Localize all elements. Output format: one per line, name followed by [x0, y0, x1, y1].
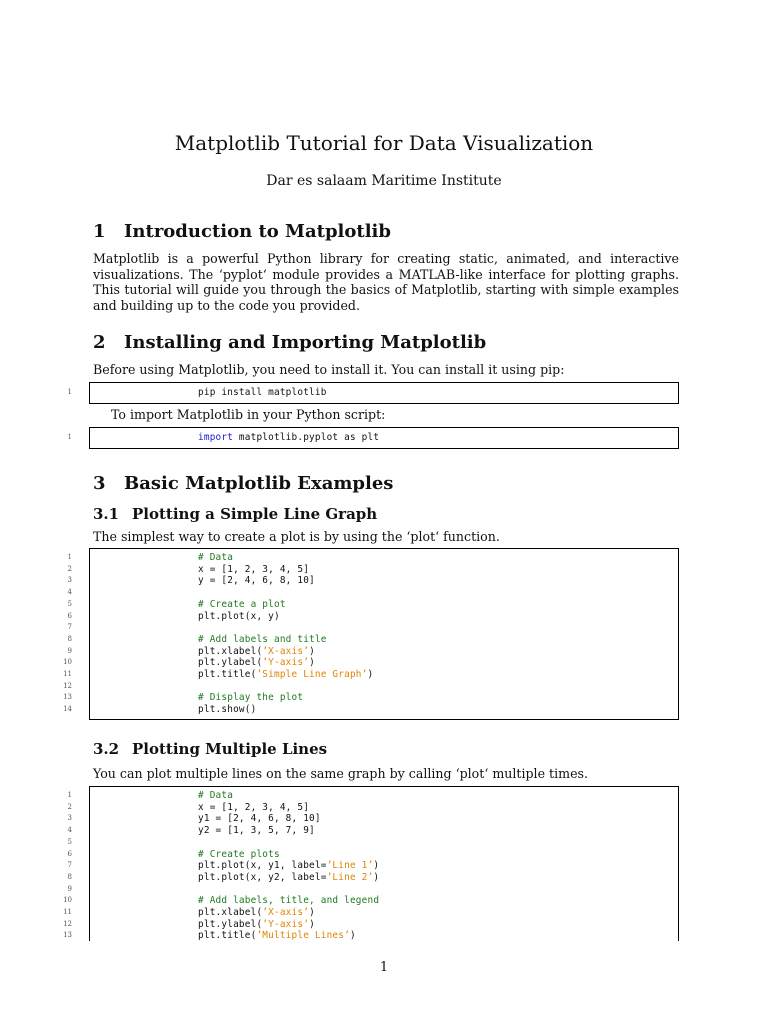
subsection-number: 3.1	[93, 505, 120, 523]
import-paragraph: To import Matplotlib in your Python script:	[111, 407, 386, 422]
code-token: plt.plot(x, y1, label=	[198, 860, 327, 872]
code-line	[63, 918, 678, 931]
section-title: Installing and Importing Matplotlib	[124, 332, 487, 353]
line-number: 3	[67, 814, 72, 823]
line-number: 2	[67, 564, 72, 573]
code-block-simple-line	[63, 548, 679, 720]
code-line	[63, 669, 678, 681]
code-line	[67, 801, 678, 814]
section-number: 2	[93, 332, 106, 353]
line-number: 7	[67, 861, 72, 870]
line-number: 3	[67, 576, 72, 585]
code-text	[198, 552, 233, 564]
line-number: 11	[63, 670, 72, 678]
line-number: 1	[67, 791, 72, 799]
line-number: 12	[63, 919, 72, 928]
section-number: 1	[93, 221, 106, 242]
code-text	[198, 575, 315, 587]
code-text	[198, 872, 379, 884]
line-number: 13	[63, 931, 72, 940]
line-number: 5	[67, 599, 72, 608]
code-text	[198, 919, 315, 931]
code-text	[198, 860, 379, 872]
page-number: 1	[379, 960, 389, 975]
code-line	[67, 790, 678, 802]
subsection-number: 3.2	[93, 740, 120, 758]
code-line	[67, 610, 678, 623]
code-line	[67, 387, 678, 399]
code-text	[198, 930, 356, 942]
code-text	[198, 646, 315, 658]
code-token: )	[373, 860, 380, 872]
intro-paragraph: Matplotlib is a powerful Python library for creating static, animated, and interactive visualizations. The ‘pyplot‘ module provides a MATLAB-like interface for plotting graphs. This tutorial will guide you through the basics of Matplotlib, starting with simple examples and building up to the code you provided.	[93, 251, 679, 313]
line-number: 6	[67, 611, 72, 620]
line-number: 1	[67, 553, 72, 561]
code-text	[198, 813, 321, 825]
code-line	[67, 552, 678, 564]
code-text	[198, 704, 256, 716]
code-token: )	[309, 907, 315, 918]
code-token: y1 = [2, 4, 6, 8, 10]	[198, 813, 321, 825]
code-token: )	[309, 918, 315, 930]
code-line	[67, 825, 678, 837]
code-token: plt.ylabel(	[198, 918, 263, 930]
subsection-title: Plotting Multiple Lines	[132, 740, 328, 758]
code-line	[67, 598, 678, 611]
line-number: 8	[67, 872, 72, 881]
code-token: plt.title(	[198, 669, 257, 680]
code-token: plt.ylabel(	[198, 657, 263, 669]
code-line	[63, 704, 678, 716]
code-comment: # Create a plot	[198, 598, 286, 610]
code-line	[63, 895, 678, 907]
line-number: 11	[63, 908, 72, 916]
simple-paragraph: The simplest way to create a plot is by using the ‘plot‘ function.	[93, 529, 500, 544]
code-text	[198, 611, 280, 623]
code-keyword: import	[198, 432, 234, 443]
code-line	[63, 681, 678, 693]
code-line	[67, 587, 678, 599]
code-line	[63, 692, 678, 704]
line-number: 1	[67, 433, 72, 441]
code-line	[67, 871, 678, 884]
code-line	[67, 622, 678, 634]
code-line	[67, 563, 678, 576]
code-string: ’Line 2’	[326, 871, 374, 883]
code-string: ’Y-axis’	[262, 918, 310, 930]
code-token: )	[309, 645, 315, 657]
document-title: Matplotlib Tutorial for Data Visualization	[174, 131, 594, 155]
line-number: 4	[67, 826, 72, 835]
code-token: matplotlib.pyplot as plt	[233, 432, 380, 443]
code-text	[198, 669, 373, 681]
code-line	[63, 930, 678, 942]
install-paragraph: Before using Matplotlib, you need to install it. You can install it using pip:	[93, 362, 565, 377]
code-line	[67, 813, 678, 825]
code-token: plt.plot(x, y2, label=	[198, 871, 327, 883]
section-heading-basic-examples	[93, 473, 393, 494]
code-text	[198, 790, 233, 802]
code-line	[67, 645, 678, 658]
code-text	[198, 907, 315, 919]
section-title: Basic Matplotlib Examples	[124, 473, 394, 494]
line-number: 6	[67, 849, 72, 858]
code-token: plt.xlabel(	[198, 907, 263, 918]
line-number: 7	[67, 623, 72, 632]
code-text	[198, 432, 379, 444]
code-string: ’Y-axis’	[262, 657, 310, 669]
line-number: 10	[63, 896, 72, 905]
document-author: Dar es salaam Maritime Institute	[266, 173, 502, 189]
subsection-heading-simple-line	[93, 505, 377, 523]
code-token: x = [1, 2, 3, 4, 5]	[198, 801, 310, 813]
code-line	[67, 837, 678, 849]
code-token: )	[349, 930, 356, 942]
code-line	[67, 860, 678, 872]
code-line	[67, 432, 678, 444]
line-number: 12	[63, 681, 72, 690]
code-block-import	[67, 427, 679, 449]
code-block-install	[67, 382, 679, 404]
code-line	[67, 848, 678, 861]
section-title: Introduction to Matplotlib	[124, 221, 391, 242]
line-number: 9	[67, 884, 72, 893]
code-string: ’Simple Line Graph’	[256, 669, 368, 680]
code-token: )	[373, 871, 380, 883]
code-line	[67, 575, 678, 587]
code-comment: # Data	[198, 790, 234, 801]
code-text	[198, 599, 286, 611]
code-text	[198, 657, 315, 669]
multiple-paragraph: You can plot multiple lines on the same graph by calling ‘plot‘ multiple times.	[93, 766, 588, 781]
code-token: y = [2, 4, 6, 8, 10]	[198, 575, 315, 587]
code-token: plt.plot(x, y)	[198, 610, 280, 622]
section-heading-installing	[93, 332, 486, 353]
line-number: 13	[63, 693, 72, 702]
code-line	[63, 657, 678, 669]
code-text	[198, 849, 280, 861]
code-comment: # Data	[198, 552, 234, 563]
code-token: x = [1, 2, 3, 4, 5]	[198, 563, 310, 575]
line-number: 9	[67, 646, 72, 655]
code-token: plt.show()	[198, 704, 257, 716]
line-number: 5	[67, 837, 72, 846]
code-comment: # Display the plot	[198, 692, 304, 704]
code-text	[198, 825, 315, 837]
subsection-title: Plotting a Simple Line Graph	[132, 505, 378, 523]
line-number: 1	[67, 388, 72, 396]
code-string: ’Line 1’	[326, 860, 374, 872]
code-comment: # Add labels, title, and legend	[198, 895, 380, 907]
code-line	[67, 884, 678, 896]
code-comment: # Add labels and title	[198, 633, 327, 645]
line-number: 10	[63, 658, 72, 667]
code-line	[63, 907, 678, 919]
subsection-heading-multiple-lines	[93, 740, 327, 758]
code-string: ’X-axis’	[262, 645, 310, 657]
code-block-multiple-lines	[63, 786, 679, 942]
code-text	[198, 895, 379, 907]
code-token: )	[309, 657, 315, 669]
code-text	[198, 564, 309, 576]
code-token: pip install matplotlib	[198, 387, 327, 398]
line-number: 8	[67, 634, 72, 643]
line-number: 2	[67, 802, 72, 811]
line-number: 4	[67, 588, 72, 597]
code-string: ’X-axis’	[262, 907, 310, 918]
code-token: plt.xlabel(	[198, 645, 263, 657]
section-number: 3	[93, 473, 106, 494]
section-heading-introduction	[93, 221, 391, 242]
code-text	[198, 802, 309, 814]
line-number: 14	[63, 705, 72, 714]
code-token: )	[367, 669, 374, 680]
code-token: plt.title(	[198, 930, 257, 942]
code-text	[198, 387, 327, 399]
code-text	[198, 634, 327, 646]
code-line	[67, 633, 678, 646]
code-string: ’Multiple Lines’	[256, 930, 350, 942]
code-token: y2 = [1, 3, 5, 7, 9]	[198, 825, 315, 837]
code-text	[198, 692, 303, 704]
code-comment: # Create plots	[198, 848, 280, 860]
